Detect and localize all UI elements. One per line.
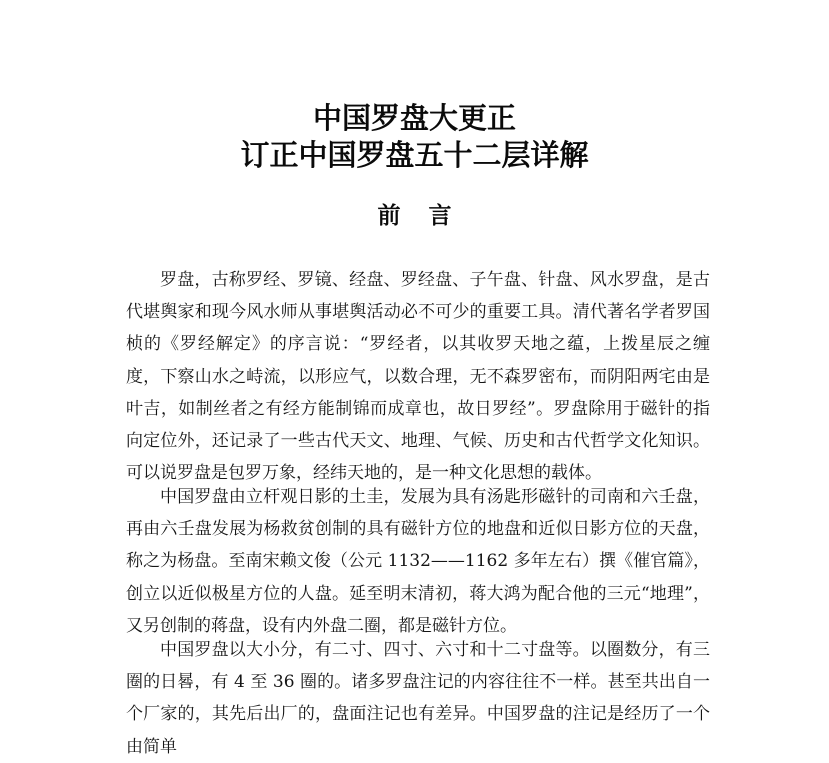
paragraph-3-block — [126, 634, 710, 763]
document-title-line-1: 中国罗盘大更正 — [312, 101, 516, 135]
paragraph: 罗盘，古称罗经、罗镜、经盘、罗经盘、子午盘、针盘、风水罗盘，是古代堪舆家和现今风水师从事堪舆活动必不可少的重要工具。清代著名学者罗国桢的《罗经解定》的序言说：“罗经者，以其收罗天地之蕴，上拨星辰之缠度，下察山水之峙流，以形应气，以数合理，无不森罗密布，而阴阳两宅由是叶吉，如制丝者之有经方能制锦而成章也，故日罗经”。罗盘除用于磁针的指向定位外，还记录了一些古代天文、地理、气候、历史和古代哲学文化知识。可以说罗盘是包罗万象，经纬天地的，是一种文化思想的载体。 — [126, 270, 710, 484]
paragraph: 中国罗盘由立杆观日影的土圭，发展为具有汤匙形磁针的司南和六壬盘，再由六壬盘发展为杨救贫创制的具有磁针方位的地盘和近似日影方位的天盘，称之为杨盘。至南宋赖文俊（公元 1132——1162 多年左右）撰《催官篇》，创立以近似极星方位的人盘。延至明末清初，蒋大鸿为配合他的三元“地理”，又另创制的蒋盘，设有内外盘二圈，都是磁针方位。 — [126, 487, 710, 636]
paragraph-2-block — [126, 481, 710, 642]
paragraph: 中国罗盘以大小分，有二寸、四寸、六寸和十二寸盘等。以圈数分，有三圈的日晷，有 4 至 36 圈的。诸多罗盘注记的内容往往不一样。甚至共出自一个厂家的，其先后出厂的，盘面注记也有差异。中国罗盘的注记是经历了一个由简单 — [126, 640, 710, 757]
paragraph-1-block — [126, 264, 710, 489]
section-heading-preface: 前言 — [377, 203, 480, 229]
document-title-line-2: 订正中国罗盘五十二层详解 — [240, 138, 589, 172]
